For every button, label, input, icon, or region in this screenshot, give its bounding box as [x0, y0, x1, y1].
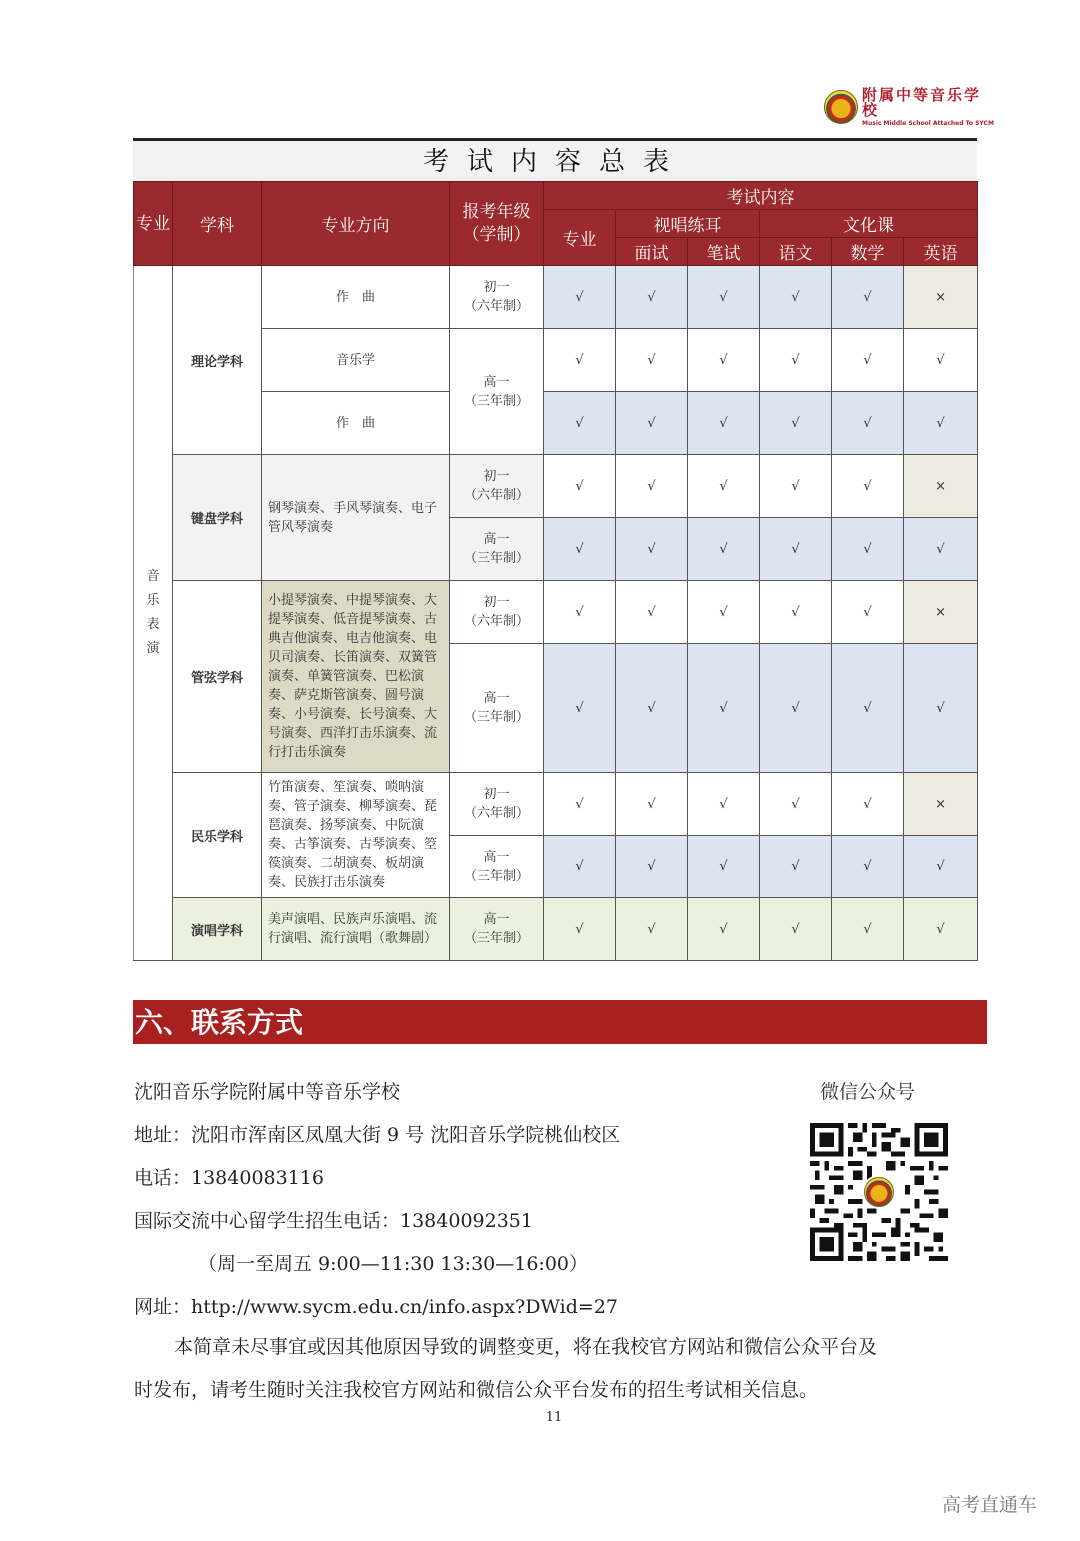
result-cell: √: [688, 898, 760, 961]
exam-content-table: [133, 138, 977, 961]
result-cell: √: [832, 898, 904, 961]
table-row: [134, 581, 978, 644]
result-cell: √: [832, 644, 904, 773]
result-cell: √: [688, 266, 760, 329]
result-cell: √: [544, 329, 616, 392]
header-solfege: 视唱练耳: [616, 210, 760, 238]
header-written: 笔试: [688, 238, 760, 266]
notice-line-2: 时发布，请考生随时关注我校官方网站和微信公众平台发布的招生考试相关信息。: [134, 1379, 819, 1401]
direction-cell: 美声演唱、民族声乐演唱、流行演唱、流行演唱（歌舞剧）: [262, 898, 450, 961]
result-cell: √: [904, 836, 978, 898]
result-cell: √: [688, 836, 760, 898]
result-cell: √: [616, 455, 688, 518]
grade-cell: 高一 （三年制）: [450, 898, 544, 961]
subject-folk: 民乐学科: [173, 773, 262, 898]
result-cell: √: [760, 773, 832, 836]
result-cell: √: [688, 644, 760, 773]
result-cell: √: [760, 836, 832, 898]
header-culture: 文化课: [760, 210, 978, 238]
result-cell: √: [688, 329, 760, 392]
grade-cell: 高一 （三年制）: [450, 836, 544, 898]
result-cell: √: [544, 455, 616, 518]
grade-cell: 高一 （三年制）: [450, 329, 544, 455]
result-cell: √: [544, 518, 616, 581]
result-cell: √: [832, 455, 904, 518]
wechat-qr-code-icon: [810, 1123, 948, 1261]
grade-cell: 初一 （六年制）: [450, 455, 544, 518]
page-number: 11: [545, 1410, 563, 1425]
header-interview: 面试: [616, 238, 688, 266]
result-cell: √: [616, 518, 688, 581]
result-cell: √: [688, 518, 760, 581]
address-line: 地址：沈阳市浑南区凤凰大街 9 号 沈阳音乐学院桃仙校区: [134, 1124, 621, 1146]
wechat-label: 微信公众号: [820, 1081, 916, 1103]
result-cell: √: [616, 392, 688, 455]
header-chinese: 语文: [760, 238, 832, 266]
direction-cell: 作 曲: [262, 392, 450, 455]
result-cell: √: [544, 581, 616, 644]
result-cell: √: [616, 836, 688, 898]
result-cell: √: [832, 581, 904, 644]
grade-cell: 高一 （三年制）: [450, 644, 544, 773]
subject-theory: 理论学科: [173, 266, 262, 455]
direction-cell: 音乐学: [262, 329, 450, 392]
result-cell: √: [760, 266, 832, 329]
header-english: 英语: [904, 238, 978, 266]
table-row: [134, 898, 978, 961]
result-cell: √: [904, 644, 978, 773]
result-cell: √: [544, 392, 616, 455]
result-cell: √: [760, 455, 832, 518]
result-cell: √: [760, 329, 832, 392]
qr-school-emblem-icon: [862, 1175, 896, 1209]
result-cell: √: [904, 518, 978, 581]
notice-line-1: 本简章未尽事宜或因其他原因导致的调整变更，将在我校官方网站和微信公众平台及: [174, 1336, 878, 1358]
result-cell: √: [544, 898, 616, 961]
grade-cell: 初一 （六年制）: [450, 773, 544, 836]
result-cell: √: [904, 329, 978, 392]
header-subject: 学科: [173, 182, 262, 266]
result-cell: √: [760, 392, 832, 455]
result-cell: √: [760, 581, 832, 644]
direction-cell: 作 曲: [262, 266, 450, 329]
result-cell: √: [832, 773, 904, 836]
direction-cell: 竹笛演奏、笙演奏、唢呐演奏、管子演奏、柳琴演奏、琵琶演奏、扬琴演奏、中阮演奏、古筝演奏、古琴演奏、箜篌演奏、二胡演奏、板胡演奏、民族打击乐演奏: [262, 773, 450, 898]
result-cell: √: [760, 518, 832, 581]
result-cell: √: [616, 329, 688, 392]
table-row: [134, 455, 978, 518]
result-cell: √: [832, 329, 904, 392]
direction-cell: 钢琴演奏、手风琴演奏、电子管风琴演奏: [262, 455, 450, 581]
result-cell: √: [688, 773, 760, 836]
direction-cell: 小提琴演奏、中提琴演奏、大提琴演奏、低音提琴演奏、古典吉他演奏、电吉他演奏、电贝司演奏、长笛演奏、双簧管演奏、单簧管演奏、巴松演奏、萨克斯管演奏、圆号演奏、小号演奏、长号演奏、大号演奏、西洋打击乐演奏、流行打击乐演奏: [262, 581, 450, 773]
grade-cell: 初一 （六年制）: [450, 266, 544, 329]
result-cell: √: [688, 455, 760, 518]
header-exam-content: 考试内容: [544, 182, 978, 210]
grade-cell: 高一 （三年制）: [450, 518, 544, 581]
result-cell: √: [616, 644, 688, 773]
grade-cell: 初一 （六年制）: [450, 581, 544, 644]
result-cell: √: [688, 581, 760, 644]
result-cell: ×: [904, 581, 978, 644]
result-cell: √: [760, 644, 832, 773]
result-cell: √: [616, 581, 688, 644]
office-hours: （周一至周五 9:00—11:30 13:30—16:00）: [198, 1253, 589, 1275]
phone-line: 电话：13840083116: [134, 1167, 324, 1189]
result-cell: √: [616, 266, 688, 329]
result-cell: √: [904, 392, 978, 455]
school-logo: [824, 85, 994, 127]
result-cell: √: [616, 898, 688, 961]
result-cell: √: [832, 518, 904, 581]
header-grade: 报考年级 （学制）: [450, 182, 544, 266]
result-cell: √: [544, 644, 616, 773]
intl-phone-line: 国际交流中心留学生招生电话：13840092351: [134, 1210, 533, 1232]
subject-keyboard: 键盘学科: [173, 455, 262, 581]
result-cell: √: [832, 266, 904, 329]
school-name: 沈阳音乐学院附属中等音乐学校: [134, 1081, 401, 1103]
result-cell: √: [544, 836, 616, 898]
result-cell: √: [688, 392, 760, 455]
result-cell: √: [760, 898, 832, 961]
header-professional: 专业: [544, 210, 616, 266]
major-cell: 音乐表演: [134, 266, 173, 961]
subject-orchestral: 管弦学科: [173, 581, 262, 773]
result-cell: √: [832, 836, 904, 898]
header-direction: 专业方向: [262, 182, 450, 266]
header-major: 专业: [134, 182, 173, 266]
table-row: [134, 266, 978, 329]
result-cell: √: [616, 773, 688, 836]
table-row: [134, 773, 978, 836]
result-cell: √: [544, 773, 616, 836]
header-math: 数学: [832, 238, 904, 266]
logo-english-name: Music Middle School Attached To SYCM: [862, 119, 994, 127]
section-heading-contact: 六、联系方式: [133, 1000, 987, 1044]
watermark: 高考直通车: [942, 1494, 1038, 1516]
subject-vocal: 演唱学科: [173, 898, 262, 961]
result-cell: √: [832, 392, 904, 455]
logo-chinese-name: 附属中等音乐学校: [862, 85, 982, 119]
result-cell: √: [544, 266, 616, 329]
table-title: 考试内容总表: [133, 138, 977, 181]
result-cell: ×: [904, 773, 978, 836]
result-cell: √: [904, 898, 978, 961]
result-cell: ×: [904, 266, 978, 329]
school-emblem-icon: [824, 90, 858, 124]
result-cell: ×: [904, 455, 978, 518]
website-line[interactable]: 网址：http://www.sycm.edu.cn/info.aspx?DWid=27: [134, 1296, 618, 1318]
